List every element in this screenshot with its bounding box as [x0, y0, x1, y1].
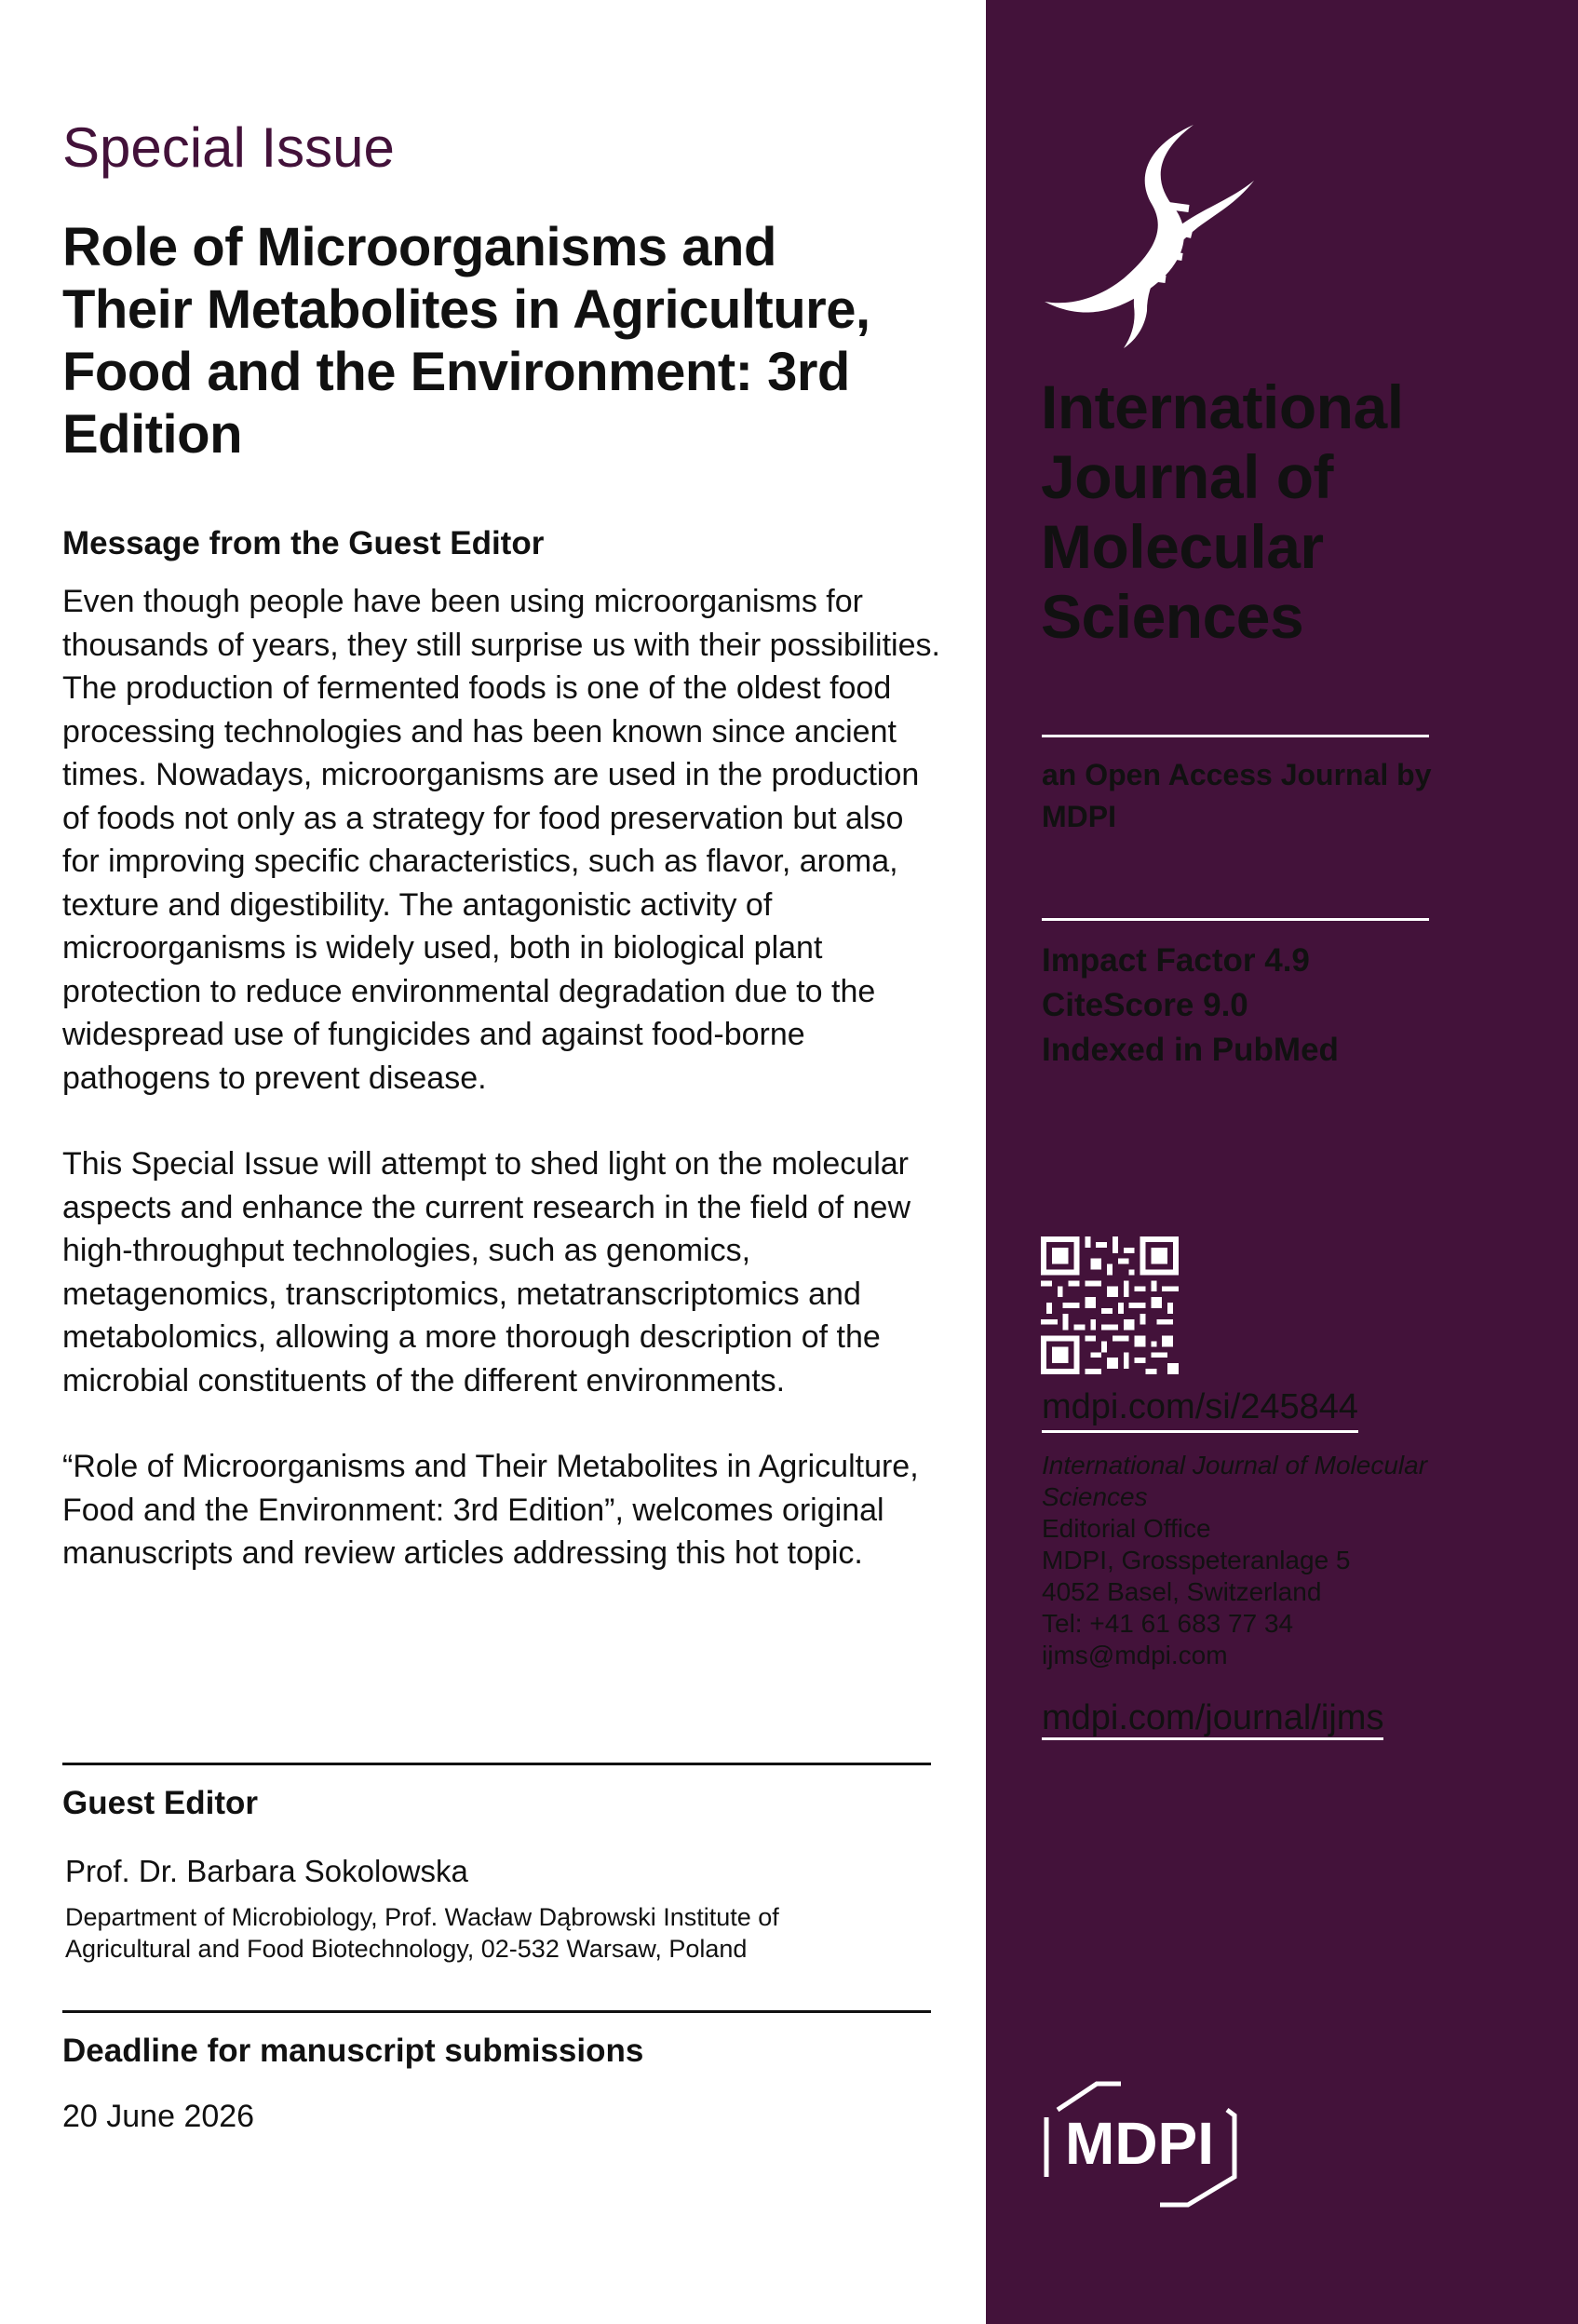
divider [62, 2010, 931, 2013]
journal-link-text[interactable]: mdpi.com/journal/ijms [1042, 1698, 1383, 1740]
office-line: MDPI, Grosspeteranlage 5 [1042, 1546, 1351, 1574]
office-line: 4052 Basel, Switzerland [1042, 1577, 1322, 1606]
message-paragraph: This Special Issue will attempt to shed light on the molecular aspects and enhance the current research in the field of new high-throughput technologies, such as genomics, metagenomics, transcriptomics, metatranscriptomics and metabolomics, allowing a more thorough description of the microbial constituents of the different environments. [62, 1146, 911, 1398]
guest-editor-heading: Guest Editor [62, 1785, 259, 1821]
office-email[interactable]: ijms@mdpi.com [1042, 1641, 1228, 1669]
editor-affiliation: Department of Microbiology, Prof. Wacław Dąbrowski Institute of Agricultural and Food Biotechnology, 02-532 Warsaw, Poland [65, 1903, 779, 1963]
message-paragraph: Even though people have been using microorganisms for thousands of years, they still surprise us with their possibilities. The production of fermented foods is one of the oldest food processing technologies and has been known since ancient times. Nowadays, microorganisms are used in the production of foods not only as a strategy for food preservation but also for improving specific characteristics, such as flavor, aroma, texture and digestibility. The antagonistic activity of microorganisms is widely used, both in biological plant protection to reduce environmental degradation due to the widespread use of fungicides and against food-borne pathogens to prevent disease. [62, 584, 940, 1096]
mdpi-logo-text: MDPI [1065, 2110, 1214, 2177]
mdpi-logo [1039, 2074, 1246, 2212]
right-column [986, 0, 1578, 2324]
issue-title: Role of Microorganisms and Their Metabolites in Agriculture, Food and the Environment: 3rd Edition [62, 217, 870, 465]
impact-factor: Impact Factor 4.9 [1042, 942, 1310, 979]
message-heading: Message from the Guest Editor [62, 525, 545, 561]
citescore: CiteScore 9.0 [1042, 987, 1248, 1023]
editorial-office-block [1042, 1450, 1526, 1671]
dna-helix-icon [1035, 115, 1268, 348]
editor-name: Prof. Dr. Barbara Sokolowska [65, 1854, 468, 1888]
journal-name: International Journal of Molecular Sciences [1041, 372, 1404, 651]
deadline-date: 20 June 2026 [62, 2099, 255, 2134]
divider [62, 1763, 931, 1765]
divider [1042, 735, 1429, 737]
office-phone: Tel: +41 61 683 77 34 [1042, 1609, 1294, 1638]
open-access-label: an Open Access Journal by MDPI [1042, 758, 1432, 833]
divider [1042, 918, 1429, 921]
journal-link[interactable] [1042, 1692, 1433, 1745]
message-body [62, 580, 947, 1618]
indexed-in: Indexed in PubMed [1042, 1032, 1339, 1068]
special-issue-link[interactable]: mdpi.com/si/245844 [1042, 1384, 1358, 1433]
special-issue-label: Special Issue [62, 116, 395, 179]
qr-code-icon[interactable] [1041, 1236, 1179, 1374]
message-paragraph: “Role of Microorganisms and Their Metabolites in Agriculture, Food and the Environment: 3rd Edition”, welcomes original manuscripts and review articles addressing this hot topic. [62, 1449, 919, 1571]
deadline-heading: Deadline for manuscript submissions [62, 2033, 644, 2069]
office-journal-name: International Journal of Molecular Sciences [1042, 1451, 1428, 1511]
office-line: Editorial Office [1042, 1514, 1211, 1543]
journal-metrics [1042, 939, 1507, 1073]
